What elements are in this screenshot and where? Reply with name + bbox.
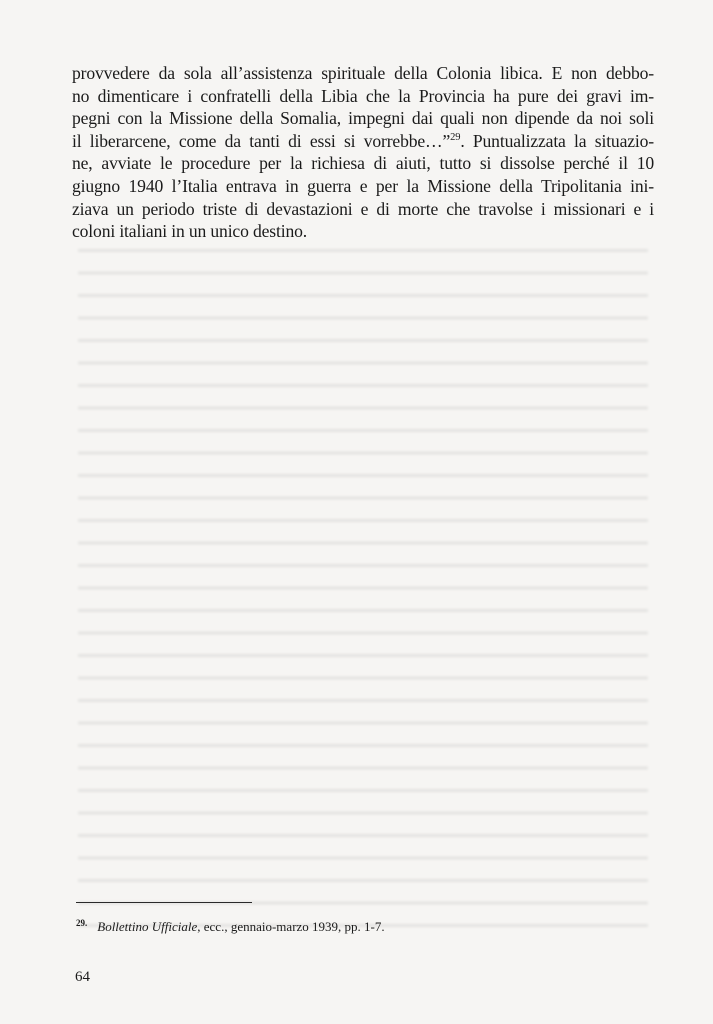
body-line: provvedere da sola all’assistenza spirituale della Colonia libica. E non debbo- <box>72 63 654 83</box>
body-line: no dimenticare i confratelli della Libia che la Provincia ha pure dei gravi im- <box>72 85 654 106</box>
footnote <box>76 918 385 935</box>
footnote-number: 29. <box>76 918 88 928</box>
body-line: coloni italiani in un unico destino. <box>72 221 308 242</box>
body-line-text-tail: . Puntualizzata la situazio- <box>460 130 654 151</box>
body-line-with-footnote-ref <box>72 130 654 153</box>
body-paragraph <box>72 62 654 243</box>
footnote-source-title: Bollettino Ufficiale <box>97 919 198 934</box>
body-line: pegni con la Missione della Somalia, impegni dai quali non dipende da noi soli <box>72 108 654 129</box>
page-number: 64 <box>75 969 90 985</box>
footnote-reference[interactable]: 29 <box>450 131 461 143</box>
footnote-separator <box>76 902 252 903</box>
body-line: ziava un periodo triste di devastazioni e di morte che travolse i missionari e i <box>72 198 654 219</box>
footnote-source-details: , ecc., gennaio-marzo 1939, pp. 1-7. <box>197 919 385 934</box>
body-line: giugno 1940 l’Italia entrava in guerra e per la Missione della Tripolitania ini- <box>72 175 654 196</box>
reverse-side-show-through <box>78 240 648 940</box>
body-line-text: il liberarcene, come da tanti di essi si vorrebbe…” <box>72 130 451 151</box>
body-line: ne, avviate le procedure per la richiesa di aiuti, tutto si dissolse perché il 10 <box>72 153 654 174</box>
